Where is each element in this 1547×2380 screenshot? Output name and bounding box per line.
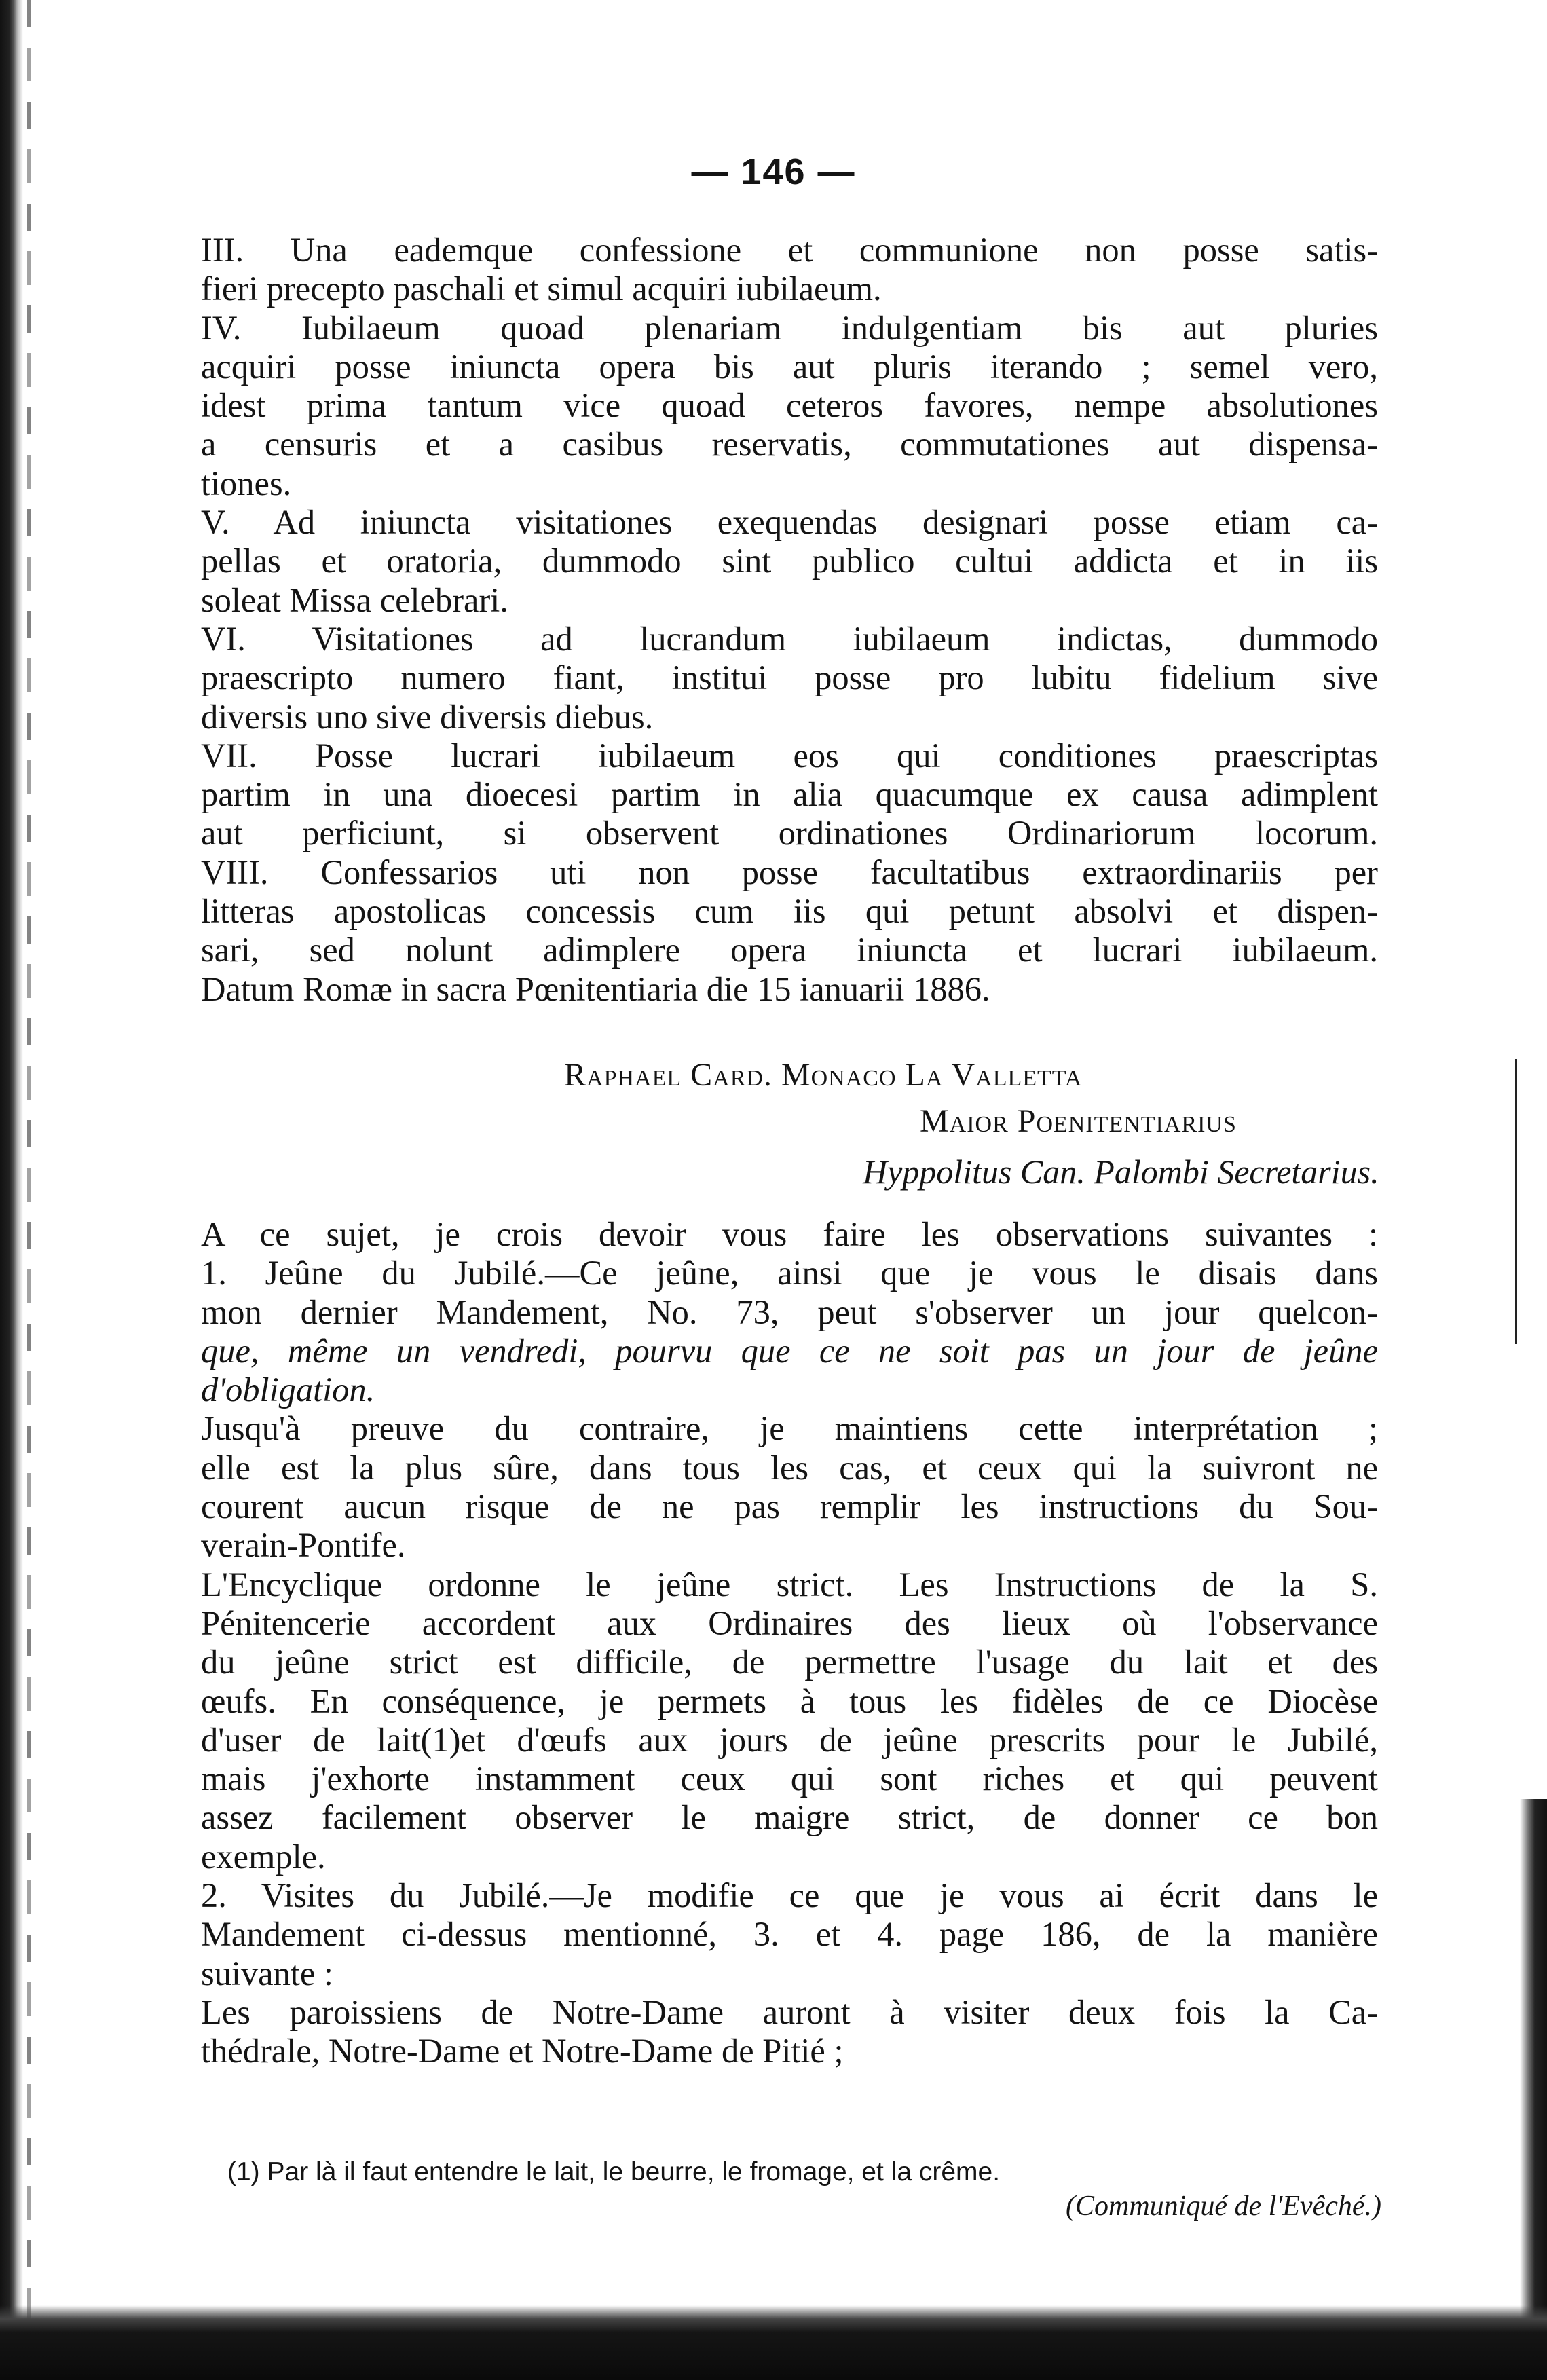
text-line: d'user de lait(1)et d'œufs aux jours de jeûne prescrits pour le Jubilé, xyxy=(201,1720,1378,1759)
footnote-source: (Communiqué de l'Evêché.) xyxy=(1066,2191,1381,2222)
signature-title: Maior Poenitentiarius xyxy=(920,1103,1237,1139)
text-line: thédrale, Notre-Dame et Notre-Dame de Pitié ; xyxy=(201,2032,844,2070)
scan-edge-right xyxy=(1520,1799,1547,2380)
text-line: soleat Missa celebrari. xyxy=(201,580,508,619)
scan-binding-edge-left xyxy=(0,0,23,2380)
text-line: litteras apostolicas concessis cum iis qui petunt absolvi et dispen- xyxy=(201,892,1378,931)
text-line: III. Una eademque confessione et communione non posse satis- xyxy=(201,231,1378,269)
text-line: 2. Visites du Jubilé.—Je modifie ce que je vous ai écrit dans le xyxy=(201,1876,1378,1915)
text-line: A ce sujet, je crois devoir vous faire les observations suivantes : xyxy=(201,1215,1378,1253)
text-line: mais j'exhorte instamment ceux qui sont riches et qui peuvent xyxy=(201,1760,1378,1798)
text-line: IV. Iubilaeum quoad plenariam indulgentiam bis aut pluries xyxy=(201,308,1378,347)
text-line: Jusqu'à preuve du contraire, je maintiens cette interprétation ; xyxy=(201,1409,1378,1448)
text-line: exemple. xyxy=(201,1837,326,1876)
text-line: aut perficiunt, si observent ordinationes Ordinariorum locorum. xyxy=(201,814,1378,853)
text-line: Mandement ci-dessus mentionné, 3. et 4. page 186, de la manière xyxy=(201,1915,1378,1954)
text-line: que, même un vendredi, pourvu que ce ne soit pas un jour de jeûne xyxy=(201,1331,1378,1370)
text-line: 1. Jeûne du Jubilé.—Ce jeûne, ainsi que je vous le disais dans xyxy=(201,1254,1378,1293)
text-line: œufs. En conséquence, je permets à tous les fidèles de ce Diocèse xyxy=(201,1681,1378,1720)
scan-binding-shadow xyxy=(27,0,31,2380)
text-line: praescripto numero fiant, institui posse pro lubitu fidelium sive xyxy=(201,658,1378,697)
text-line: L'Encyclique ordonne le jeûne strict. Les Instructions de la S. xyxy=(201,1565,1378,1603)
signature-secretary: Hyppolitus Can. Palombi Secretarius. xyxy=(863,1153,1379,1191)
scan-edge-bottom xyxy=(0,2305,1547,2380)
text-line: Les paroissiens de Notre-Dame auront à visiter deux fois la Ca- xyxy=(201,1992,1378,2031)
text-line: a censuris et a casibus reservatis, commutationes aut dispensa- xyxy=(201,425,1378,464)
text-line: mon dernier Mandement, No. 73, peut s'observer un jour quelcon- xyxy=(201,1293,1378,1331)
footnote-text: (1) Par là il faut entendre le lait, le beurre, le fromage, et la crême. xyxy=(227,2157,1001,2187)
text-line: fieri precepto paschali et simul acquiri iubilaeum. xyxy=(201,269,882,308)
text-line: elle est la plus sûre, dans tous les cas, et ceux qui la suivront ne xyxy=(201,1448,1378,1487)
signature-cardinal: Raphael Card. Monaco La Valletta xyxy=(564,1057,1083,1093)
latin-decree xyxy=(201,231,1378,1009)
text-line: acquiri posse iniuncta opera bis aut pluris iterando ; semel vero, xyxy=(201,347,1378,386)
text-line: pellas et oratoria, dummodo sint publico cultui addicta et in iis xyxy=(201,542,1378,580)
text-line: Pénitencerie accordent aux Ordinaires des lieux où l'observance xyxy=(201,1603,1378,1642)
margin-rule xyxy=(1515,1059,1517,1344)
text-line: VII. Posse lucrari iubilaeum eos qui conditiones praescriptas xyxy=(201,736,1378,775)
text-line: d'obligation. xyxy=(201,1371,375,1409)
footnote xyxy=(227,2155,1381,2223)
text-line: sari, sed nolunt adimplere opera iniuncta et lucrari iubilaeum. xyxy=(201,931,1378,969)
text-line: verain-Pontife. xyxy=(201,1526,406,1565)
text-line: V. Ad iniuncta visitationes exequendas designari posse etiam ca- xyxy=(201,503,1378,542)
text-line: VIII. Confessarios uti non posse facultatibus extraordinariis per xyxy=(201,853,1378,891)
text-line: tiones. xyxy=(201,464,292,502)
text-line: Datum Romæ in sacra Pœnitentiaria die 15 ianuarii 1886. xyxy=(201,969,990,1008)
text-line: du jeûne strict est difficile, de permettre l'usage du lait et des xyxy=(201,1643,1378,1681)
text-line: diversis uno sive diversis diebus. xyxy=(201,697,654,736)
text-line: suivante : xyxy=(201,1954,333,1992)
french-commentary xyxy=(201,1215,1378,2071)
text-line: VI. Visitationes ad lucrandum iubilaeum indictas, dummodo xyxy=(201,619,1378,658)
text-line: partim in una dioecesi partim in alia quacumque ex causa adimplent xyxy=(201,775,1378,814)
text-line: idest prima tantum vice quoad ceteros favores, nempe absolutiones xyxy=(201,386,1378,425)
text-line: assez facilement observer le maigre strict, de donner ce bon xyxy=(201,1798,1378,1837)
page-number: — 146 — xyxy=(691,151,856,192)
text-line: courent aucun risque de ne pas remplir les instructions du Sou- xyxy=(201,1487,1378,1526)
